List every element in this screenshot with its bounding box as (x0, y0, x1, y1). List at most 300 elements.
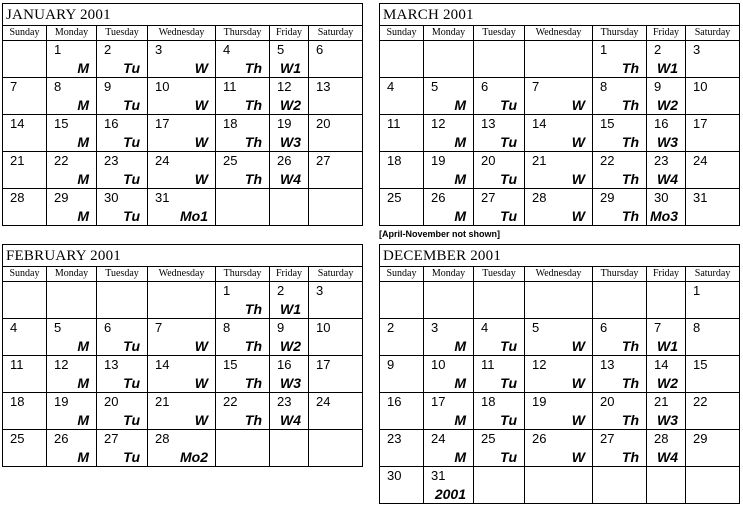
weekday-header: Thursday (216, 26, 270, 41)
day-number: 28 (10, 190, 25, 205)
day-cell (380, 356, 424, 393)
day-number: 3 (431, 320, 439, 335)
day-number: 8 (54, 79, 62, 94)
day-cell (47, 115, 97, 152)
day-cell (424, 152, 474, 189)
day-cell (216, 189, 270, 226)
day-cell (216, 115, 270, 152)
day-cell (47, 393, 97, 430)
day-code: Th (244, 171, 262, 187)
day-number: 23 (654, 153, 669, 168)
day-number: 8 (600, 79, 608, 94)
day-cell (47, 41, 97, 78)
day-code: W (571, 449, 585, 465)
day-number: 5 (431, 79, 439, 94)
day-code: M (454, 412, 466, 428)
day-number: 28 (155, 431, 170, 446)
month-title: DECEMBER 2001 (383, 248, 502, 264)
day-cell (3, 115, 47, 152)
day-code: Tu (500, 338, 517, 354)
week-row (3, 393, 363, 430)
weekday-header: Wednesday (148, 267, 216, 282)
day-number: 10 (155, 79, 170, 94)
day-cell (593, 152, 647, 189)
day-code: M (454, 208, 466, 224)
day-code: Tu (500, 171, 517, 187)
weekday-header: Thursday (593, 267, 647, 282)
day-number: 18 (10, 394, 25, 409)
day-cell (47, 189, 97, 226)
weekday-header: Tuesday (97, 267, 148, 282)
day-cell (424, 282, 474, 319)
day-cell (47, 152, 97, 189)
day-number: 22 (54, 153, 69, 168)
day-code: Tu (123, 97, 140, 113)
day-cell (3, 356, 47, 393)
day-code: W1 (657, 338, 678, 354)
day-code: W3 (280, 375, 301, 391)
day-cell (380, 282, 424, 319)
calendar-title-row (3, 4, 363, 26)
calendar-title-row (380, 245, 740, 267)
day-cell (216, 356, 270, 393)
day-code: Th (621, 134, 639, 150)
day-number: 18 (481, 394, 496, 409)
day-number: 14 (654, 357, 669, 372)
day-code: M (454, 449, 466, 465)
day-code: Tu (500, 97, 517, 113)
day-number: 31 (431, 468, 446, 483)
weekday-header: Thursday (593, 26, 647, 41)
day-cell (525, 189, 593, 226)
weekday-header: Wednesday (525, 26, 593, 41)
day-cell (525, 467, 593, 504)
day-code: M (77, 134, 89, 150)
calendar-february (2, 244, 363, 467)
day-code: M (77, 412, 89, 428)
day-cell (97, 78, 148, 115)
day-number: 17 (693, 116, 708, 131)
day-cell (309, 356, 363, 393)
day-number: 18 (387, 153, 402, 168)
day-cell (647, 115, 686, 152)
day-number: 10 (693, 79, 708, 94)
week-row (3, 430, 363, 467)
day-code: Tu (500, 375, 517, 391)
weekday-header: Friday (270, 26, 309, 41)
day-number: 9 (387, 357, 395, 372)
day-cell (686, 393, 740, 430)
day-code: M (454, 338, 466, 354)
day-cell (424, 41, 474, 78)
day-code: Tu (500, 449, 517, 465)
day-cell (270, 152, 309, 189)
day-cell (309, 319, 363, 356)
day-code: M (454, 134, 466, 150)
day-cell (3, 282, 47, 319)
day-code: M (454, 375, 466, 391)
day-cell (525, 356, 593, 393)
day-code: M (77, 338, 89, 354)
day-cell (309, 189, 363, 226)
weekday-header-row (3, 267, 363, 282)
day-cell (216, 152, 270, 189)
day-number: 27 (600, 431, 615, 446)
day-cell (270, 78, 309, 115)
day-cell (270, 393, 309, 430)
day-number: 7 (532, 79, 540, 94)
day-cell (593, 319, 647, 356)
day-number: 13 (481, 116, 496, 131)
week-row (3, 152, 363, 189)
day-cell (3, 430, 47, 467)
day-cell (309, 152, 363, 189)
day-number: 3 (693, 42, 701, 57)
day-cell (593, 430, 647, 467)
day-cell (97, 356, 148, 393)
day-number: 1 (600, 42, 608, 57)
weekday-header: Friday (647, 26, 686, 41)
day-number: 16 (277, 357, 292, 372)
day-cell (593, 356, 647, 393)
day-number: 11 (387, 116, 401, 131)
day-number: 20 (481, 153, 496, 168)
day-number: 29 (600, 190, 615, 205)
day-number: 11 (481, 357, 495, 372)
weekday-header: Sunday (380, 267, 424, 282)
week-row (380, 430, 740, 467)
calendar-title-row (3, 245, 363, 267)
day-code: Tu (123, 375, 140, 391)
day-number: 11 (223, 79, 237, 94)
day-cell (148, 41, 216, 78)
day-code: Th (621, 171, 639, 187)
day-number: 25 (10, 431, 25, 446)
week-row (380, 152, 740, 189)
day-number: 29 (54, 190, 69, 205)
day-number: 27 (481, 190, 496, 205)
months-not-shown-note: [April-November not shown] (379, 229, 500, 239)
day-number: 4 (10, 320, 18, 335)
day-cell (270, 115, 309, 152)
day-number: 21 (654, 394, 669, 409)
day-number: 4 (387, 79, 395, 94)
day-cell (474, 430, 525, 467)
day-code: Th (244, 134, 262, 150)
calendar-title-row (380, 4, 740, 26)
week-row (380, 78, 740, 115)
day-cell (309, 41, 363, 78)
day-number: 14 (10, 116, 25, 131)
day-cell (686, 78, 740, 115)
day-code: W (571, 338, 585, 354)
day-number: 5 (54, 320, 62, 335)
weekday-header: Tuesday (474, 267, 525, 282)
day-code: W (194, 412, 208, 428)
day-number: 5 (532, 320, 540, 335)
week-row (380, 393, 740, 430)
day-code: W1 (280, 301, 301, 317)
week-row (3, 115, 363, 152)
day-cell (474, 152, 525, 189)
day-cell (647, 319, 686, 356)
day-code: Tu (123, 60, 140, 76)
day-cell (148, 189, 216, 226)
day-number: 22 (600, 153, 615, 168)
day-cell (47, 282, 97, 319)
day-number: 14 (532, 116, 547, 131)
day-cell (97, 430, 148, 467)
calendar-march (379, 3, 740, 226)
weekday-header: Monday (47, 267, 97, 282)
day-cell (686, 430, 740, 467)
day-cell (47, 356, 97, 393)
day-cell (270, 282, 309, 319)
day-number: 17 (316, 357, 331, 372)
day-cell (216, 393, 270, 430)
day-cell (474, 319, 525, 356)
day-cell (3, 319, 47, 356)
day-number: 23 (104, 153, 119, 168)
day-code: W2 (280, 338, 301, 354)
day-number: 26 (54, 431, 69, 446)
day-cell (474, 41, 525, 78)
day-code: Th (244, 60, 262, 76)
weekday-header-row (3, 26, 363, 41)
day-code: M (454, 97, 466, 113)
week-row (3, 282, 363, 319)
day-number: 13 (104, 357, 119, 372)
day-code: Th (621, 375, 639, 391)
day-cell (148, 78, 216, 115)
day-code: Tu (123, 338, 140, 354)
day-cell (647, 78, 686, 115)
day-code: W3 (657, 412, 678, 428)
weekday-header: Wednesday (148, 26, 216, 41)
day-cell (148, 356, 216, 393)
day-code: Th (244, 338, 262, 354)
day-number: 2 (387, 320, 395, 335)
day-number: 26 (277, 153, 292, 168)
day-number: 15 (223, 357, 238, 372)
day-number: 12 (277, 79, 292, 94)
day-cell (3, 393, 47, 430)
day-cell (525, 430, 593, 467)
day-number: 26 (431, 190, 446, 205)
day-number: 13 (600, 357, 615, 372)
day-number: 17 (431, 394, 446, 409)
day-number: 10 (316, 320, 331, 335)
day-code: Th (621, 449, 639, 465)
day-cell (424, 115, 474, 152)
day-cell (309, 115, 363, 152)
day-cell (380, 467, 424, 504)
day-number: 12 (431, 116, 446, 131)
day-cell (148, 393, 216, 430)
day-number: 31 (155, 190, 170, 205)
day-cell (380, 393, 424, 430)
weekday-header: Saturday (686, 26, 740, 41)
day-cell (424, 393, 474, 430)
day-number: 23 (387, 431, 402, 446)
day-number: 2 (104, 42, 112, 57)
day-cell (216, 282, 270, 319)
day-cell (474, 356, 525, 393)
day-code: W3 (280, 134, 301, 150)
day-code: W (194, 171, 208, 187)
month-title: MARCH 2001 (383, 7, 474, 23)
day-cell (380, 430, 424, 467)
week-row (380, 282, 740, 319)
day-code: Mo2 (180, 449, 208, 465)
day-number: 15 (693, 357, 708, 372)
day-code: Tu (500, 208, 517, 224)
calendar-january (2, 3, 363, 226)
day-number: 20 (600, 394, 615, 409)
day-number: 1 (223, 283, 231, 298)
day-number: 9 (277, 320, 285, 335)
day-cell (474, 115, 525, 152)
weekday-header: Sunday (380, 26, 424, 41)
day-cell (525, 115, 593, 152)
day-code: M (77, 97, 89, 113)
day-cell (270, 356, 309, 393)
day-cell (309, 282, 363, 319)
day-code: W (194, 338, 208, 354)
day-number: 3 (155, 42, 163, 57)
day-code: Tu (123, 412, 140, 428)
day-number: 12 (532, 357, 547, 372)
day-number: 7 (654, 320, 662, 335)
day-cell (593, 393, 647, 430)
day-code: Th (621, 208, 639, 224)
day-code: M (454, 171, 466, 187)
day-code: W3 (657, 134, 678, 150)
day-code: W (571, 171, 585, 187)
day-code: Tu (123, 134, 140, 150)
day-code: Th (621, 97, 639, 113)
day-cell (424, 319, 474, 356)
day-number: 1 (693, 283, 701, 298)
week-row (3, 356, 363, 393)
weekday-header: Monday (47, 26, 97, 41)
day-cell (647, 467, 686, 504)
day-code: Th (244, 375, 262, 391)
day-code: W (571, 134, 585, 150)
day-cell (216, 41, 270, 78)
day-number: 2 (654, 42, 662, 57)
day-code: W2 (657, 375, 678, 391)
day-cell (474, 393, 525, 430)
day-number: 4 (481, 320, 489, 335)
day-number: 29 (693, 431, 708, 446)
month-title: JANUARY 2001 (6, 7, 111, 23)
weekday-header: Sunday (3, 26, 47, 41)
day-cell (270, 319, 309, 356)
day-code: W (194, 60, 208, 76)
day-cell (424, 467, 474, 504)
day-code: W (194, 134, 208, 150)
day-cell (686, 319, 740, 356)
day-number: 21 (532, 153, 547, 168)
day-number: 30 (654, 190, 669, 205)
day-code: Mo1 (180, 208, 208, 224)
day-cell (380, 152, 424, 189)
day-cell (525, 319, 593, 356)
calendar-december (379, 244, 740, 504)
day-number: 25 (223, 153, 238, 168)
day-number: 7 (10, 79, 18, 94)
day-cell (686, 467, 740, 504)
day-code: W4 (657, 449, 678, 465)
weekday-header: Tuesday (97, 26, 148, 41)
weekday-header-row (380, 26, 740, 41)
day-number: 20 (316, 116, 331, 131)
day-number: 20 (104, 394, 119, 409)
day-cell (647, 393, 686, 430)
day-code: W2 (657, 97, 678, 113)
day-number: 16 (387, 394, 402, 409)
day-number: 16 (654, 116, 669, 131)
week-row (3, 78, 363, 115)
day-number: 24 (431, 431, 446, 446)
weekday-header: Sunday (3, 267, 47, 282)
day-code: 2001 (434, 486, 466, 502)
day-code: W4 (280, 171, 301, 187)
day-number: 31 (693, 190, 708, 205)
day-cell (686, 282, 740, 319)
day-number: 24 (155, 153, 170, 168)
day-code: Tu (123, 171, 140, 187)
day-cell (686, 356, 740, 393)
day-code: M (77, 375, 89, 391)
day-number: 4 (223, 42, 231, 57)
day-code: Tu (500, 412, 517, 428)
weekday-header: Monday (424, 267, 474, 282)
day-cell (309, 430, 363, 467)
day-number: 24 (693, 153, 708, 168)
weekday-header: Saturday (309, 267, 363, 282)
day-cell (525, 282, 593, 319)
day-code: Mo3 (650, 208, 678, 224)
day-number: 2 (277, 283, 285, 298)
day-number: 28 (532, 190, 547, 205)
day-number: 3 (316, 283, 324, 298)
day-cell (380, 78, 424, 115)
day-cell (593, 41, 647, 78)
day-number: 11 (10, 357, 24, 372)
day-code: Th (244, 412, 262, 428)
day-code: W1 (280, 60, 301, 76)
week-row (380, 115, 740, 152)
day-code: Th (244, 301, 262, 317)
day-number: 8 (693, 320, 701, 335)
weekday-header-row (380, 267, 740, 282)
day-cell (97, 41, 148, 78)
day-cell (380, 41, 424, 78)
day-cell (474, 467, 525, 504)
day-cell (97, 319, 148, 356)
day-cell (647, 430, 686, 467)
day-cell (3, 152, 47, 189)
weekday-header: Friday (270, 267, 309, 282)
day-number: 26 (532, 431, 547, 446)
day-number: 21 (10, 153, 25, 168)
day-cell (593, 189, 647, 226)
day-number: 19 (431, 153, 446, 168)
day-cell (47, 78, 97, 115)
day-cell (148, 115, 216, 152)
